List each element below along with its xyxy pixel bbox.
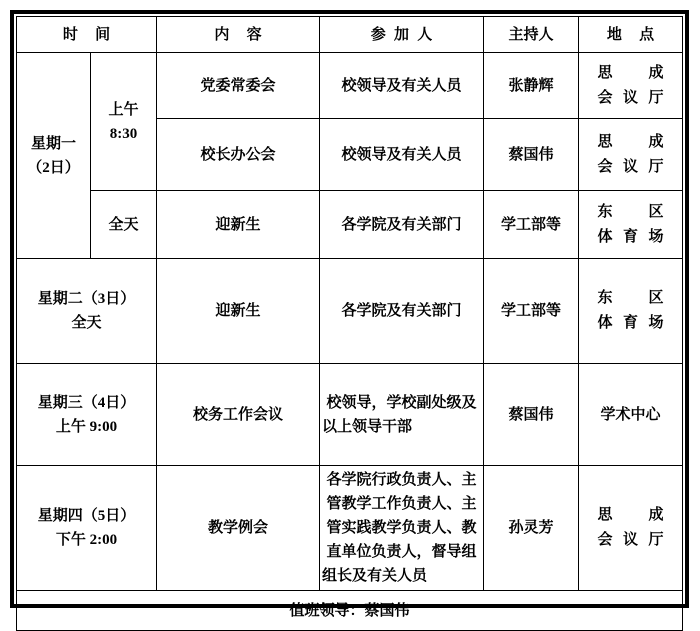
tuesday-day-line1: 星期二（3日） — [37, 291, 136, 307]
cell-thursday-day — [17, 466, 157, 591]
table-row-monday-3 — [17, 191, 683, 259]
monday-am-line1: 上午 — [108, 101, 139, 118]
mon-r1-location-line2: 会议厅 — [597, 89, 664, 106]
cell-tue-location — [579, 259, 683, 364]
cell-tue-host: 学工部等 — [484, 259, 579, 364]
header-host-label: 主持人 — [508, 26, 554, 43]
cell-mon-r3-participants: 各学院及有关部门 — [320, 191, 484, 259]
monday-day-line2: （2日） — [27, 159, 80, 176]
monday-am-line2: 8:30 — [109, 125, 138, 142]
header-cell-content — [157, 17, 320, 53]
cell-mon-r2-participants: 校领导及有关人员 — [320, 119, 484, 191]
cell-mon-r1-content: 党委常委会 — [157, 53, 320, 119]
header-participants-label: 参加人 — [370, 26, 441, 43]
cell-tuesday-day — [17, 259, 157, 364]
wednesday-day-line1: 星期三（4日） — [37, 394, 136, 411]
cell-mon-r1-location — [579, 53, 683, 119]
cell-wed-participants: 校领导，学校副处级及以上领导干部 — [320, 364, 484, 466]
tuesday-day-line2: 全天 — [71, 315, 102, 331]
cell-mon-r2-host: 蔡国伟 — [484, 119, 579, 191]
header-cell-host — [484, 17, 579, 53]
cell-mon-r2-content: 校长办公会 — [157, 119, 320, 191]
header-time-label: 时间 — [62, 26, 128, 43]
cell-monday-allday-time: 全天 — [91, 191, 157, 259]
header-location-label: 地点 — [606, 26, 672, 43]
tue-location-line1: 东区 — [597, 290, 664, 307]
table-row-footer — [17, 591, 683, 631]
table-row-monday-1 — [17, 53, 683, 119]
mon-r2-location-line2: 会议厅 — [597, 158, 664, 175]
table-row-wednesday — [17, 364, 683, 466]
cell-wednesday-day — [17, 364, 157, 466]
cell-mon-r2-location — [579, 119, 683, 191]
duty-leader-note: 值班领导：蔡国伟 — [17, 591, 683, 631]
cell-thu-participants: 各学院行政负责人、主管教学工作负责人、主管实践教学负责人、教直单位负责人，督导组组长及有关人员 — [320, 466, 484, 591]
cell-thu-host: 孙灵芳 — [484, 466, 579, 591]
header-cell-location — [579, 17, 683, 53]
cell-thu-location — [579, 466, 683, 591]
cell-tue-content: 迎新生 — [157, 259, 320, 364]
weekly-schedule-table — [16, 16, 683, 631]
cell-wed-location — [579, 364, 683, 466]
cell-mon-r3-content: 迎新生 — [157, 191, 320, 259]
schedule-outer-frame — [10, 10, 689, 619]
cell-monday-am-time — [91, 53, 157, 191]
mon-r1-location-line1: 思成 — [597, 64, 664, 81]
tue-location-line2: 体育场 — [597, 315, 664, 331]
cell-monday-day — [17, 53, 91, 259]
wednesday-day-line2: 上午 9:00 — [55, 418, 118, 435]
cell-tue-participants: 各学院及有关部门 — [320, 259, 484, 364]
cell-mon-r1-participants: 校领导及有关人员 — [320, 53, 484, 119]
mon-r3-location-line1: 东区 — [597, 203, 664, 220]
thursday-day-line1: 星期四（5日） — [37, 508, 136, 524]
wed-location-text: 学术中心 — [600, 406, 661, 423]
cell-mon-r3-location — [579, 191, 683, 259]
thursday-day-line2: 下午 2:00 — [55, 532, 118, 548]
header-row — [17, 17, 683, 53]
mon-r2-location-line1: 思成 — [597, 133, 664, 150]
table-row-thursday — [17, 466, 683, 591]
cell-wed-content: 校务工作会议 — [157, 364, 320, 466]
mon-r3-location-line2: 体育场 — [597, 228, 664, 245]
cell-mon-r1-host: 张静辉 — [484, 53, 579, 119]
cell-thu-content: 教学例会 — [157, 466, 320, 591]
monday-day-line1: 星期一 — [30, 135, 76, 152]
table-row-tuesday — [17, 259, 683, 364]
cell-mon-r3-host: 学工部等 — [484, 191, 579, 259]
cell-wed-host: 蔡国伟 — [484, 364, 579, 466]
header-cell-time — [17, 17, 157, 53]
header-cell-participants — [320, 17, 484, 53]
header-content-label: 内容 — [214, 26, 279, 43]
thu-location-line1: 思成 — [597, 507, 664, 524]
thu-location-line2: 会议厅 — [597, 532, 664, 548]
